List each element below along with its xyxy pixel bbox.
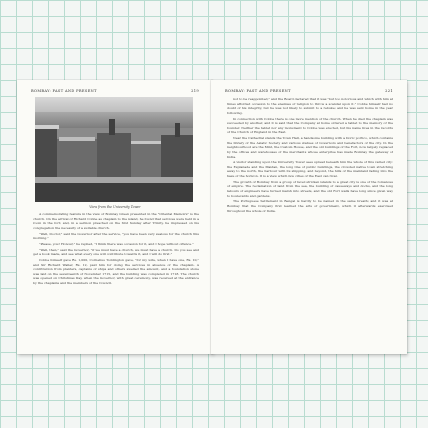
right-page: [211, 80, 407, 354]
paragraph: "Well, then," said the Governor, "if we must have a church, we must have a church. Do you see and get a book made, and see what every one will contribute towards it, and I will do first.": [33, 247, 199, 257]
body-text: [33, 212, 199, 344]
paragraph: "Well, Doctor," said the Governor after the service, "you have been very zealous for the church this morning.": [33, 231, 199, 241]
running-head-title: BOMBAY: PAST AND PRESENT: [225, 89, 291, 93]
paragraph: Cobbe himself gave Rs. 1,000, Cornelius Toddington gave, "for my wife, when I have one, Rs. 10," and Sir Richard Waller, Rs. 12, paid him for doing the services in absence of the chaplain. A contribution from planters, captains of ships and others swelled the amount, and a foundation stone was laid on the seventeenth of November 1715, and the building was completed in 1718. The church was opened on Christmas Day, when the Governor, with great ceremony, was received at the entrance by the chaplains and the members of the Council.: [33, 258, 199, 286]
photo-tower: [109, 119, 115, 135]
paragraph: not to be reappointed," and the Board declared that it was "but too notorious and which with him at times afforded occasion to the enemies of religion to throw a scandal upon it." Cobbe himself had no doubt of his integrity, but he was not likely to submit to a rebuke; and he was sent home in the year following.: [227, 97, 393, 115]
paragraph: A commemorating feature in the view of Bombay Green presented in the "Oriental Memoirs" is the church. On the arrival of Richard Cobbe as chaplain to the island, he found that services were held in a room in the fort; and, in a sermon preached on the first Sunday after Trinity, he impressed on his congregation the necessity of a suitable church.: [33, 212, 199, 230]
paragraph: In connection with Cobbe there is one more mention of the church. When he died the chaplain was succeeded by another, and it is said that the Company at home ordered a tablet to the memory of the founder. Neither the tablet nor any monument to Cobbe was erected, but his name lives in the records of the Church of England in the East.: [227, 116, 393, 135]
city-view-photo: [35, 97, 193, 202]
photo-tower: [175, 123, 180, 137]
body-text: [227, 97, 393, 344]
paragraph: Near the Cathedral stands the Town Hall, a handsome building with a Doric portico, which contains the library of the Asiatic Society and various statues of Governors and benefactors of the city. In the neighbourhood are the Mint, the Custom House, and the old buildings of the Fort, now largely replaced by the offices and warehouses of the merchants whose enterprise has made Bombay the gateway of India.: [227, 136, 393, 159]
paragraph: A visitor standing upon the University Tower sees spread beneath him the whole of this varied city: the Esplanade and the Maidan, the long line of public buildings, the crowded native town stretching away to the north, the harbour with its shipping, and beyond, the hills of the mainland fading into the haze of the horizon. It is a view which few cities of the East can rival.: [227, 160, 393, 179]
photo-roof: [35, 125, 59, 129]
photo-roof: [59, 137, 95, 141]
paragraph: The growth of Bombay from a group of fever-stricken islands to a great city is one of the romances of empire. The reclamation of land from the sea, the building of causeways and docks, and the long labours of engineers have turned marsh into streets, and the old Fort walls have long since given way to boulevards and gardens.: [227, 179, 393, 198]
running-head: [31, 89, 199, 93]
running-head-title: BOMBAY: PAST AND PRESENT: [31, 89, 97, 93]
photo-roof: [131, 141, 161, 144]
photo-foreground: [35, 183, 193, 202]
running-head: [225, 89, 393, 93]
paragraph: "Please, your Honour," he replied, "I think there was occasion for it, and I hope without offence.": [39, 241, 194, 246]
page-number: 221: [385, 89, 393, 93]
left-page: [17, 80, 213, 354]
page-number: 219: [191, 89, 199, 93]
paragraph: The Portuguese Settlement in Bengal is hardly to be named in the same breath; and it was at Bombay that the Company first learned the arts of government, which it afterwards exercised throughout the whole of India.: [227, 199, 393, 213]
photo-caption: View from the University Tower: [89, 205, 141, 209]
